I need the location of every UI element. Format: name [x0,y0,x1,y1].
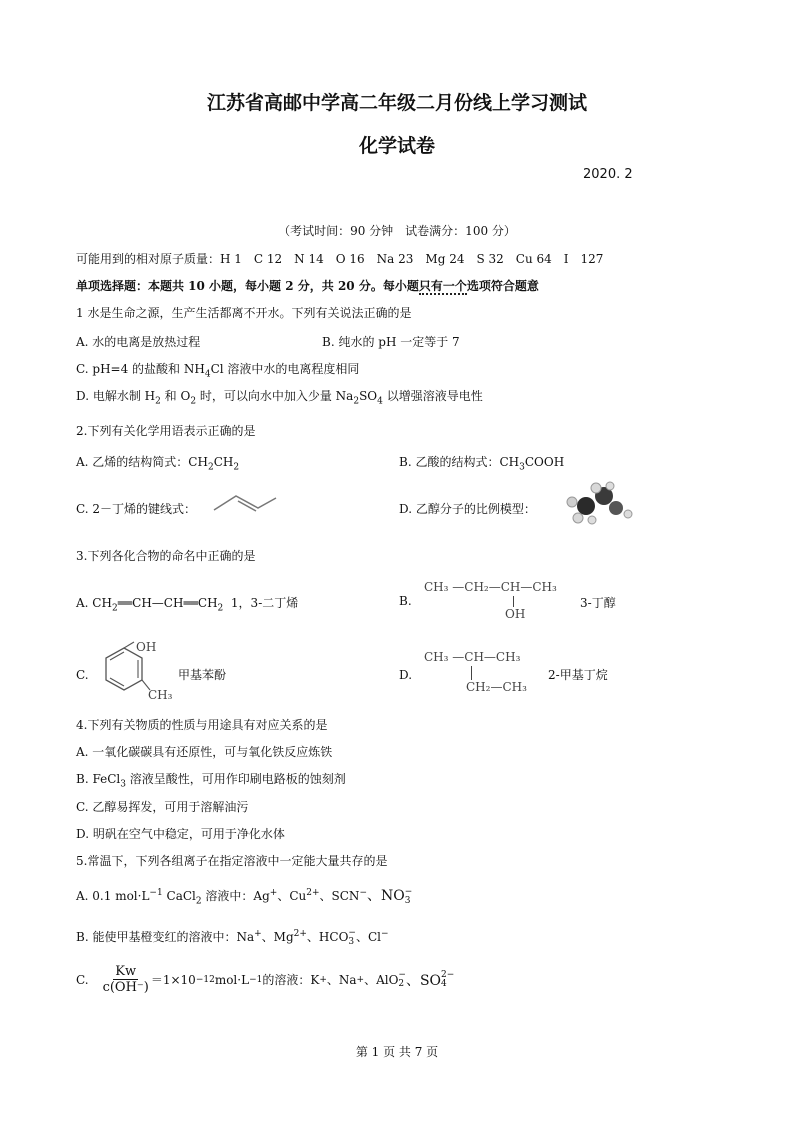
question-3-option-d-label: D. [399,668,413,682]
question-4-option-b: B. FeCl$_3$ 溶液呈酸性，可用作印刷电路板的蚀刻剂 [76,772,346,790]
question-3-stem: 3.下列各化合物的命名中正确的是 [76,549,256,563]
question-3-option-c-label: C. [76,668,89,682]
question-3-option-c-ch3: CH₃ [148,688,173,702]
question-3-option-b-label: B. [399,594,412,608]
question-5-stem: 5.常温下，下列各组离子在指定溶液中一定能大量共存的是 [76,854,388,868]
kw-fraction: $\frac{Kw}{c(OH^-)}$ [102,964,149,995]
exam-date: 2020. 2 [583,167,633,182]
question-5-option-c: C. $\frac{Kw}{c(OH^-)}$ ＝1×10 −12 mol·L −1 的溶液：K + 、Na + 、AlO − 2 、SO 2− 4 [76,964,455,995]
question-3-option-a: A. $CH_2══CH—CH══CH_2$ 1，3-二丁烯 [76,596,299,614]
question-1-option-a: A. 水的电离是放热过程 [76,335,201,349]
question-2-stem: 2.下列有关化学用语表示正确的是 [76,424,256,438]
question-3-option-c-oh: OH [136,640,157,654]
question-5-option-b: B. 能使甲基橙变红的溶液中：Na+、$Mg^{2+}$、HCO − 3 、Cl− [76,927,389,947]
question-3-option-b-oh: OH [505,607,526,621]
question-1-option-d: D. 电解水制 $H_2$ 和 $O_2$ 时，可以向水中加入少量 $Na_2SO_4$ 以增强溶液导电性 [76,389,483,407]
question-2-option-d: D. 乙醇分子的比例模型： [399,502,536,516]
question-4-option-d: D. 明矾在空气中稳定，可用于净化水体 [76,827,285,841]
ethanol-space-filling-model [558,480,638,530]
document-subtitle: 化学试卷 [358,135,435,157]
atomic-masses: 可能用到的相对原子质量：H 1 C 12 N 14 O 16 Na 23 Mg 24 S 32 Cu 64 I 127 [76,252,604,266]
question-4-stem: 4.下列有关物质的性质与用途具有对应关系的是 [76,718,328,732]
question-3-option-b-bond [513,596,514,607]
question-5-option-a: A. 0.1 $mol\cdot L^{-1}$ CaCl$_2$ 溶液中：Ag+、$Cu^{2+}$、SCN−、NO − 3 [76,886,413,907]
question-3-option-d-name: 2-甲基丁烷 [548,668,608,682]
question-3-option-d-top: CH₃ —CH—CH₃ [424,650,521,664]
section-instruction: 单项选择题：本题共 10 小题，每小题 2 分，共 20 分。每小题只有一个选项符合题意 [76,279,539,293]
question-1-option-c: C. pH=4 的盐酸和 $NH_4Cl$ 溶液中水的电离程度相同 [76,362,360,380]
question-4-option-c: C. 乙醇易挥发，可用于溶解油污 [76,800,249,814]
butene-skeletal-formula [210,488,280,518]
question-3-option-b-formula: CH₃ —CH₂—CH—CH₃ [424,580,557,594]
question-2-option-c: C. 2－丁烯的键线式： [76,502,197,516]
question-1-stem: 1 水是生命之源，生产生活都离不开水。下列有关说法正确的是 [76,306,412,320]
page-number: 第 1 页 共 7 页 [355,1045,439,1059]
exam-info: （考试时间：90 分钟 试卷满分：100 分） [278,224,516,238]
document-title: 江苏省高邮中学高二年级二月份线上学习测试 [206,92,587,114]
question-2-option-a: A. 乙烯的结构简式：$CH_2CH_2$ [76,455,240,473]
question-3-option-d-bottom: CH₂—CH₃ [466,680,527,694]
question-1-option-b: B. 纯水的 pH 一定等于 7 [322,335,460,349]
question-3-option-d-bond [471,666,472,680]
question-3-option-c-name: 甲基苯酚 [178,668,227,682]
question-4-option-a: A. 一氧化碳碳具有还原性，可与氧化铁反应炼铁 [76,745,333,759]
question-2-option-b: B. 乙酸的结构式：$CH_3COOH$ [399,455,565,473]
question-3-option-b-name: 3-丁醇 [580,596,616,610]
